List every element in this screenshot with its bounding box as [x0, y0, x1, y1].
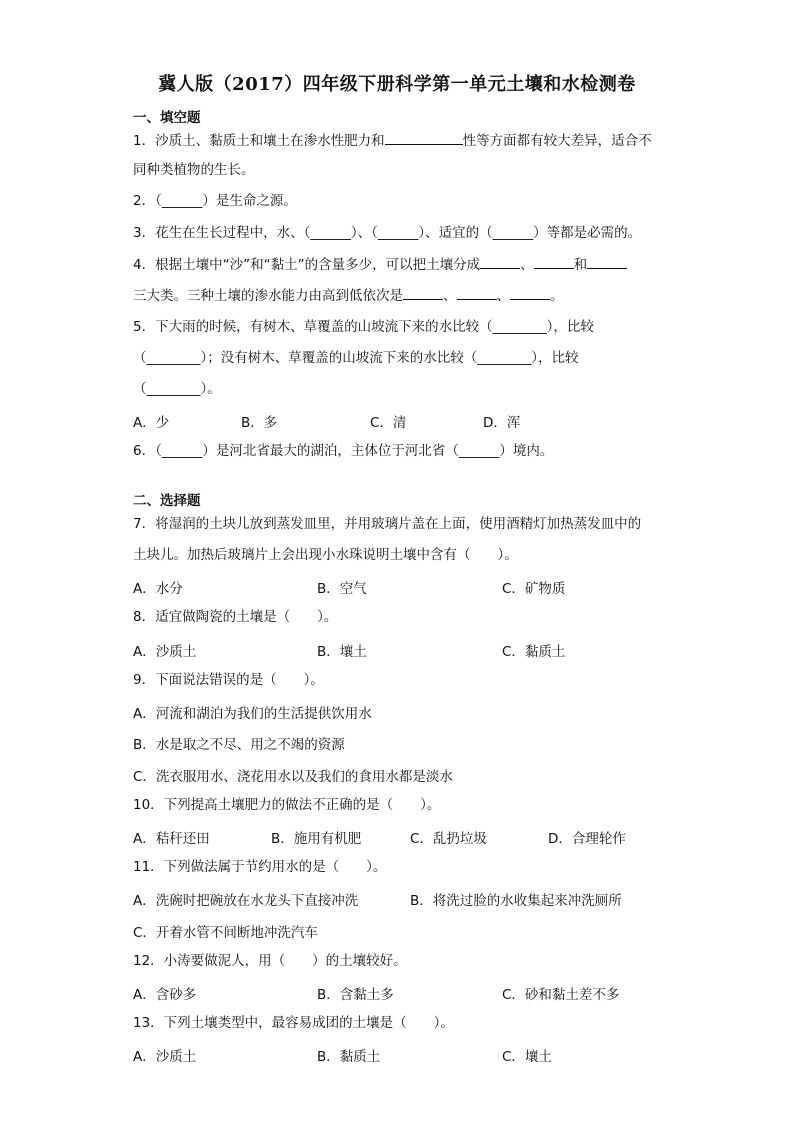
- option-c[interactable]: C．开着水管不间断地冲洗汽车: [133, 925, 318, 941]
- separator: 、: [496, 288, 510, 304]
- option-a[interactable]: A．秸秆还田: [133, 831, 210, 847]
- option-a[interactable]: A．含砂多: [133, 987, 197, 1003]
- option-a[interactable]: A．沙质土: [133, 1049, 197, 1065]
- question-5-line-2: （________）；没有树木、草覆盖的山坡流下来的水比较（________），比较: [133, 350, 579, 366]
- option-c[interactable]: C．矿物质: [502, 581, 566, 597]
- option-b[interactable]: B．含黏土多: [317, 987, 394, 1003]
- question-1-text-a: 1．沙质土、黏质土和壤土在渗水性肥力和: [133, 133, 385, 149]
- option-c[interactable]: C．砂和黏土差不多: [502, 987, 620, 1003]
- answer-blank[interactable]: [385, 131, 463, 145]
- option-c[interactable]: C．壤土: [502, 1049, 552, 1065]
- question-11: 11．下列做法属于节约用水的是（ ）。: [133, 859, 387, 875]
- separator: 和: [573, 257, 588, 273]
- option-a[interactable]: A．洗碗时把碗放在水龙头下直接冲洗: [133, 893, 359, 909]
- section-heading-choice: 二、选择题: [133, 493, 201, 509]
- question-5-line-3: （________）。: [133, 381, 221, 397]
- option-c[interactable]: C．乱扔垃圾: [410, 831, 487, 847]
- option-b[interactable]: B．将洗过脸的水收集起来冲洗厕所: [410, 893, 622, 909]
- answer-blank[interactable]: [534, 255, 574, 269]
- question-5-line-1: 5．下大雨的时候，有树木、草覆盖的山坡流下来的水比较（________），比较: [133, 319, 594, 335]
- option-a[interactable]: A．沙质土: [133, 644, 197, 660]
- question-4-text-a: 4．根据土壤中“沙”和“黏土”的含量多少，可以把土壤分成: [133, 257, 481, 273]
- option-b[interactable]: B．空气: [317, 581, 367, 597]
- option-a[interactable]: A．河流和湖泊为我们的生活提供饮用水: [133, 706, 372, 722]
- answer-blank[interactable]: [587, 255, 627, 269]
- option-d[interactable]: D．合理轮作: [548, 831, 626, 847]
- option-b[interactable]: B．多: [241, 415, 278, 431]
- question-7-line-1: 7．将湿润的土块儿放到蒸发皿里，并用玻璃片盖在上面，使用酒精灯加热蒸发皿中的: [133, 516, 642, 532]
- question-4-line-2: [133, 286, 564, 305]
- option-b[interactable]: B．黏质土: [317, 1049, 381, 1065]
- question-13: 13．下列土壤类型中，最容易成团的土壤是（ ）。: [133, 1015, 454, 1031]
- question-4-line-1: [133, 255, 627, 274]
- question-4-text-b: 三大类。三种土壤的渗水能力由高到低依次是: [133, 288, 403, 304]
- question-1-line-2: 同种类植物的生长。: [133, 162, 255, 178]
- separator: 、: [443, 288, 457, 304]
- answer-blank[interactable]: [403, 286, 443, 300]
- option-c[interactable]: C．清: [370, 415, 407, 431]
- question-1-text-b: 性等方面都有较大差异，适合不: [462, 133, 652, 149]
- answer-blank[interactable]: [457, 286, 497, 300]
- option-c[interactable]: C．黏质土: [502, 644, 566, 660]
- question-3: 3．花生在生长过程中，水、（______）、（______）、适宜的（______）等都是必需的。: [133, 225, 642, 241]
- question-12: 12．小涛要做泥人，用（ ）的土壤较好。: [133, 953, 407, 969]
- question-8: 8．适宜做陶瓷的土壤是（ ）。: [133, 609, 338, 625]
- question-6: 6．（______）是河北省最大的湖泊，主体位于河北省（______）境内。: [133, 443, 554, 459]
- section-heading-fill-blank: 一、填空题: [133, 110, 201, 126]
- option-b[interactable]: B．壤土: [317, 644, 367, 660]
- option-a[interactable]: A．少: [133, 415, 170, 431]
- question-2: 2．（______）是生命之源。: [133, 193, 297, 209]
- answer-blank[interactable]: [510, 286, 550, 300]
- option-b[interactable]: B．施用有机肥: [271, 831, 362, 847]
- question-7-line-2: 土块儿。加热后玻璃片上会出现小水珠说明土壤中含有（ ）。: [133, 547, 518, 563]
- answer-blank[interactable]: [480, 255, 520, 269]
- question-1-line-1: [133, 131, 652, 150]
- option-c[interactable]: C．洗衣服用水、浇花用水以及我们的食用水都是淡水: [133, 769, 453, 785]
- option-a[interactable]: A．水分: [133, 581, 183, 597]
- option-d[interactable]: D．浑: [483, 415, 521, 431]
- period: 。: [550, 288, 564, 304]
- separator: 、: [520, 257, 534, 273]
- question-9: 9．下面说法错误的是（ ）。: [133, 672, 324, 688]
- option-b[interactable]: B．水是取之不尽、用之不竭的资源: [133, 737, 345, 753]
- page-title: 冀人版（2017）四年级下册科学第一单元土壤和水检测卷: [158, 74, 636, 95]
- question-10: 10．下列提高土壤肥力的做法不正确的是（ ）。: [133, 797, 441, 813]
